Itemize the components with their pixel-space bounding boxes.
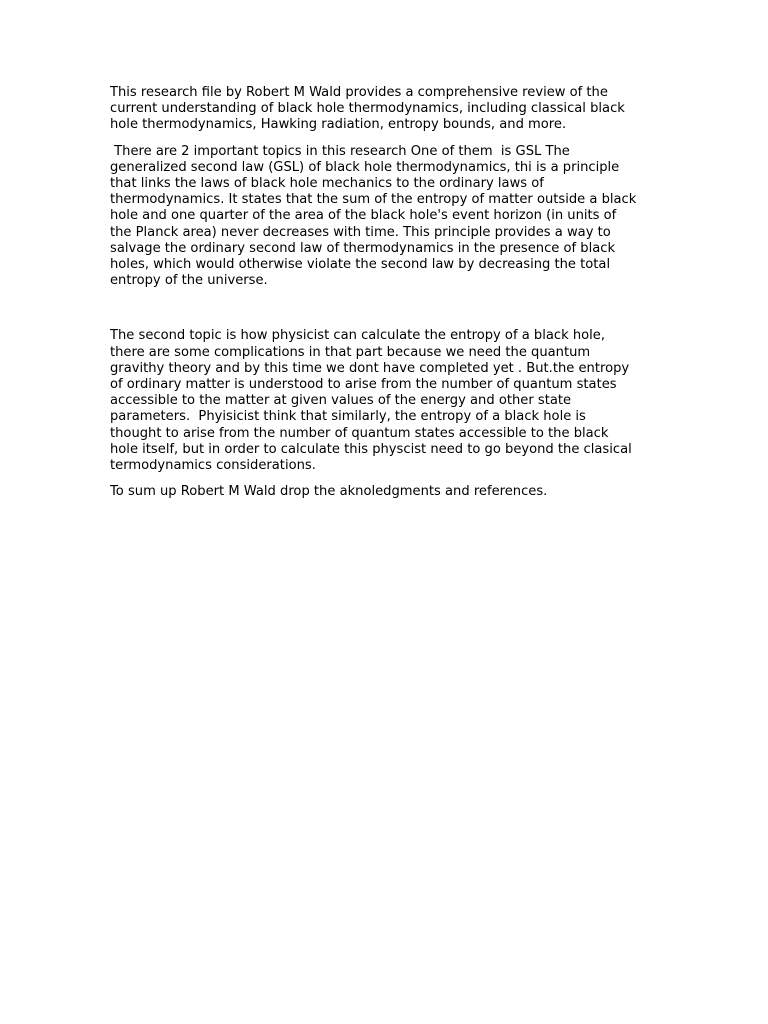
paragraph-gsl xyxy=(110,144,670,290)
text-line: of ordinary matter is understood to arise from the number of quantum states xyxy=(110,377,617,393)
text-line: This research file by Robert M Wald provides a comprehensive review of the xyxy=(110,85,608,100)
paragraph-summary xyxy=(110,484,670,500)
text-line: there are some complications in that part because we need the quantum xyxy=(110,344,591,360)
text-line: salvage the ordinary second law of thermodynamics in the presence of black xyxy=(110,240,616,256)
text-line: There are 2 important topics in this research One of them is GSL The xyxy=(110,143,570,159)
document-page xyxy=(110,85,670,500)
text-line: the Planck area) never decreases with time. This principle provides a way to xyxy=(110,224,611,240)
text-line: hole itself, but in order to calculate this physcist need to go beyond the clasical xyxy=(110,441,632,457)
paragraph-intro xyxy=(110,85,670,134)
text-line: hole thermodynamics, Hawking radiation, entropy bounds, and more. xyxy=(110,117,567,133)
text-line: gravithy theory and by this time we dont have completed yet . But.the entropy xyxy=(110,360,630,376)
text-line: hole and one quarter of the area of the black hole's event horizon (in units of xyxy=(110,208,617,224)
text-line: termodynamics considerations. xyxy=(110,458,316,474)
text-line: that links the laws of black hole mechanics to the ordinary laws of xyxy=(110,176,544,192)
text-line: To sum up Robert M Wald drop the aknoledgments and references. xyxy=(110,484,548,500)
text-line: entropy of the universe. xyxy=(110,273,268,289)
text-line: generalized second law (GSL) of black hole thermodynamics, thi is a principle xyxy=(110,159,620,175)
text-line: parameters. Phyisicist think that similarly, the entropy of a black hole is xyxy=(110,409,586,425)
text-line: holes, which would otherwise violate the second law by decreasing the total xyxy=(110,257,611,273)
text-line: The second topic is how physicist can calculate the entropy of a black hole, xyxy=(110,328,605,344)
text-line: current understanding of black hole thermodynamics, including classical black xyxy=(110,101,625,117)
text-line: accessible to the matter at given values of the energy and other state xyxy=(110,393,572,409)
paragraph-entropy xyxy=(110,328,670,474)
text-line: thermodynamics. It states that the sum of the entropy of matter outside a black xyxy=(110,192,637,208)
text-line: thought to arise from the number of quantum states accessible to the black xyxy=(110,425,609,441)
